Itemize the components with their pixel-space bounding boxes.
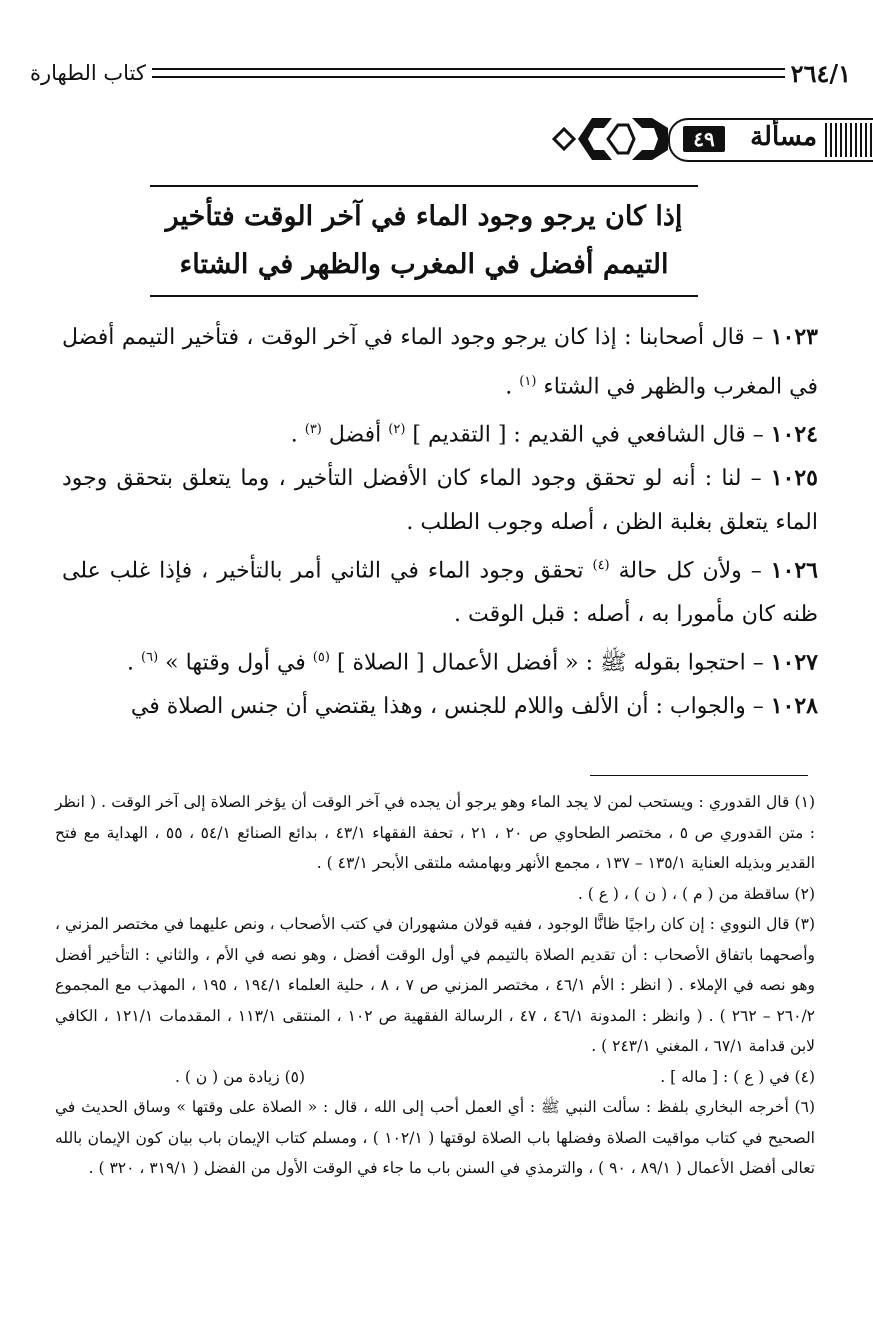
- paragraph: [62, 685, 818, 729]
- masala-label: مسألة: [750, 122, 817, 152]
- footnote-ref: (٦): [141, 650, 159, 666]
- paragraph-text: – احتجوا بقوله ﷺ : « أفضل الأعمال [ الصلاة ]: [336, 650, 771, 676]
- paragraph-tail: في أول وقتها »: [165, 650, 313, 676]
- paragraph-tail: .: [127, 650, 142, 676]
- footnote: (٣) قال النووي : إن كان راجيًا ظانًّا الوجود ، ففيه قولان مشهوران في كتب الأصحاب ، ونص عليهما في مختصر المزني ، وأصحهما باتفاق الأصحاب : أن تقديم الصلاة بالتيمم في أول الوقت أفضل ، وهو نصه في الأم ، والثاني : التأخير أفضل وهو نصه في الإملاء . ( انظر : الأم ٤٦/١ ، مختصر المزني ص ٧ ، ٨ ، حلية العلماء ١٩٤/١ ، ١٩٥ ، المهذب مع المجموع ٢٦٠/٢ – ٢٦٢ ) . ( وانظر : المدونة ٤٦/١ ، ٤٧ ، الرسالة الفقهية ص ١٠٢ ، المنتقى ١١٣/١ ، المقدمات ١٢١/١ ، الكافي لابن قدامة ٦٧/١ ، المغني ٢٤٣/١ ) .: [55, 915, 816, 1055]
- masala-number: ٤٩: [683, 126, 725, 152]
- book-title: كتاب الطهارة: [30, 61, 146, 85]
- footnote-ref: (٣): [304, 422, 322, 438]
- paragraph: [62, 636, 818, 685]
- paragraph-tail: .: [505, 373, 520, 399]
- ornament-icon: [548, 110, 668, 168]
- masala-badge: [668, 118, 873, 162]
- stripe-pattern: [825, 123, 873, 157]
- footnote-ref: (٢): [388, 422, 406, 438]
- masala-banner: [548, 108, 873, 170]
- paragraph-tail: تحقق وجود الماء في الثاني أمر بالتأخير ، فإذا غلب على ظنه كان مأمورا به ، أصله : قبل الوقت .: [62, 558, 818, 627]
- paragraph-text: – قال أصحابنا : إذا كان يرجو وجود الماء في آخر الوقت ، فتأخير التيمم أفضل في المغرب والظهر في الشتاء: [62, 325, 818, 399]
- paragraph-text: – والجواب : أن الألف واللام للجنس ، وهذا يقتضي أن جنس الصلاة في: [130, 694, 771, 720]
- paragraph: [62, 544, 818, 636]
- running-header: [30, 56, 851, 90]
- footnote-ref: (١): [519, 373, 537, 389]
- paragraph-tail: أفضل: [328, 422, 389, 448]
- footnote: (٢) ساقطة من ( م ) ، ( ن ) ، ( ع ) .: [577, 884, 815, 903]
- footnote-divider: [590, 775, 808, 776]
- paragraph: [62, 316, 818, 408]
- footnote-ref: (٤): [592, 558, 610, 574]
- footnote-pair: [55, 1062, 815, 1093]
- paragraph-number: ١٠٢٨: [770, 693, 818, 720]
- paragraph-text: – قال الشافعي في القديم : [ التقديم ]: [412, 422, 771, 448]
- title-line-1: إذا كان يرجو وجود الماء في آخر الوقت فتأخير: [165, 201, 683, 232]
- header-rule: [152, 68, 785, 78]
- footnote: (٦) أخرجه البخاري بلفظ : سألت النبي ﷺ : أي العمل أحب إلى الله ، قال : « الصلاة على وقتها » وساق الحديث في الصحيح في كتاب مواقيت الصلاة وفضلها باب الصلاة لوقتها ( ١٠٢/١ ) ، ومسلم كتاب الإيمان باب بيان كون الإيمان بالله تعالى أفضل الأعمال ( ٨٩/١ ، ٩٠ ) ، والترمذي في السنن باب ما جاء في الوقت الأول من الفضل ( ٣١٩/١ ، ٣٢٠ ) .: [55, 1098, 815, 1177]
- paragraph-number: ١٠٢٤: [770, 421, 818, 448]
- paragraph-number: ١٠٢٧: [770, 649, 818, 676]
- paragraph: [62, 457, 818, 544]
- page-number: ٢٦٤/١: [790, 58, 851, 88]
- paragraph: [62, 408, 818, 457]
- footnote: (٤) في ( ع ) : [ ماله ] .: [660, 1067, 815, 1086]
- paragraph-text: – ولأن كل حالة: [618, 558, 771, 584]
- footnotes: [55, 787, 815, 1184]
- paragraph-number: ١٠٢٥: [770, 465, 818, 492]
- title-line-2: التيمم أفضل في المغرب والظهر في الشتاء: [179, 249, 669, 280]
- footnote: (٥) زيادة من ( ن ) .: [175, 1067, 306, 1086]
- issue-title: [150, 185, 698, 297]
- paragraph-number: ١٠٢٦: [770, 557, 818, 584]
- footnote-ref: (٥): [312, 650, 330, 666]
- paragraph-text: – لنا : أنه لو تحقق وجود الماء كان الأفضل التأخير ، وما يتعلق بتحقق وجود الماء يتعلق بغلبة الظن ، أصله وجوب الطلب .: [62, 466, 818, 535]
- main-text: [62, 316, 818, 729]
- paragraph-tail: .: [290, 422, 305, 448]
- paragraph-number: ١٠٢٣: [770, 324, 818, 350]
- footnote: (١) قال القدوري : ويستحب لمن لا يجد الماء وهو يرجو أن يجده في آخر الوقت أن يؤخر الصلاة إلى آخر الوقت . ( انظر : متن القدوري ص ٥ ، مختصر الطحاوي ص ٢٠ ، ٢١ ، تحفة الفقهاء ٤٣/١ ، بدائع الصنائع ٥٤/١ ، ٥٥ ، الهداية مع فتح القدير وبذيله العناية ١٣٥/١ – ١٣٧ ، مجمع الأنهر وبهامشه ملتقى الأبحر ٤٣/١ ) .: [55, 793, 815, 872]
